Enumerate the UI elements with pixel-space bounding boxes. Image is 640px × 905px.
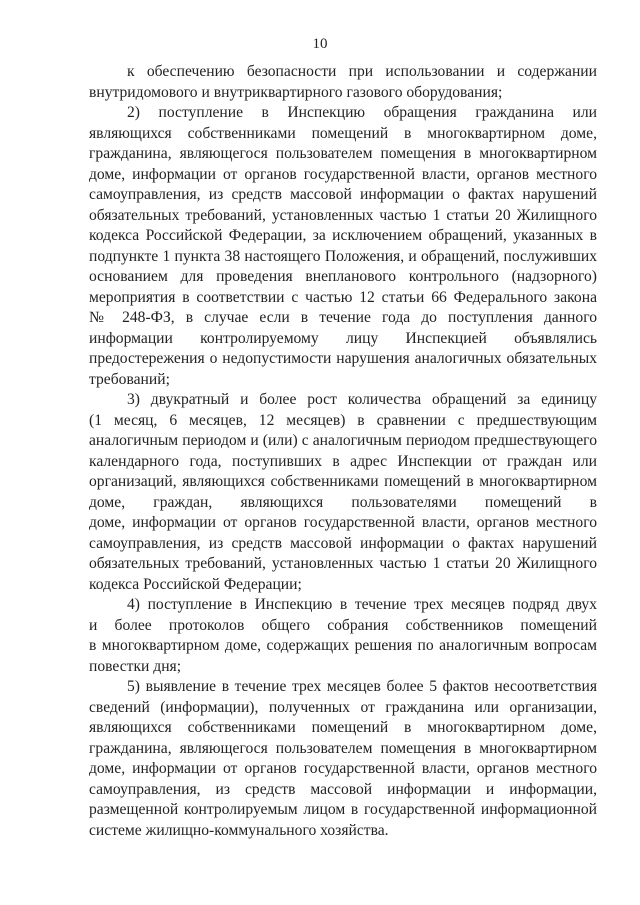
text-line: доме, информации от органов государственной власти, органов местного <box>89 165 597 183</box>
text-line: мероприятия в соответствии с частью 12 статьи 66 Федерального закона <box>89 288 597 306</box>
text-line: и более протоколов общего собрания собственников помещений <box>89 616 597 634</box>
text-line: доме, граждан, являющихся пользователями помещений в <box>89 493 597 511</box>
text-line: 5) выявление в течение трех месяцев более 5 фактов несоответствия <box>127 678 597 695</box>
text-line: предостережения о недопустимости нарушения аналогичных обязательных <box>89 350 597 367</box>
page-number: 10 <box>312 36 328 52</box>
text-line: системе жилищно-коммунального хозяйства. <box>89 821 389 839</box>
document-body <box>89 62 597 841</box>
text-line: в многоквартирном доме, содержащих решения по аналогичным вопросам <box>89 637 597 654</box>
text-line: кодекса Российской Федерации, за исключением обращений, указанных в <box>89 227 597 244</box>
text-line: требований; <box>89 370 170 388</box>
text-line: подпункте 1 пункта 38 настоящего Положения, и обращений, послуживших <box>89 247 597 265</box>
text-line: самоуправления, из средств массовой информации и информации, <box>89 780 597 798</box>
text-line: 2) поступление в Инспекцию обращения гражданина или <box>127 104 597 121</box>
text-line: основанием для проведения внепланового контрольного (надзорного) <box>89 268 597 285</box>
text-line: организаций, являющихся собственниками помещений в многоквартирном <box>89 473 597 490</box>
text-line: самоуправления, из средств массовой информации о фактах нарушений <box>89 534 597 552</box>
text-line: к обеспечению безопасности при использовании и содержании <box>127 63 597 80</box>
text-line: 3) двукратный и более рост количества обращений за единицу <box>127 391 597 408</box>
text-line: информации контролируемому лицу Инспекцией объявлялись <box>89 329 597 347</box>
text-line: 4) поступление в Инспекцию в течение трех месяцев подряд двух <box>127 596 597 613</box>
text-line: являющихся собственниками помещений в многоквартирном доме, <box>89 719 597 736</box>
text-line: гражданина, являющегося пользователем помещения в многоквартирном <box>89 739 597 757</box>
text-line: обязательных требований, установленных частью 1 статьи 20 Жилищного <box>89 555 597 572</box>
text-line: гражданина, являющегося пользователем помещения в многоквартирном <box>89 145 597 162</box>
text-line: внутридомового и внутриквартирного газового оборудования; <box>89 83 503 101</box>
text-line: являющихся собственниками помещений в многоквартирном доме, <box>89 124 597 142</box>
text-line: повестки дня; <box>89 657 182 675</box>
text-line: календарного года, поступивших в адрес Инспекции от граждан или <box>89 452 597 470</box>
text-line: размещенной контролируемым лицом в государственной информационной <box>89 801 597 818</box>
text-line: самоуправления, из средств массовой информации о фактах нарушений <box>89 186 597 203</box>
text-line: № 248-ФЗ, в случае если в течение года до поступления данного <box>89 309 597 326</box>
text-line: аналогичным периодом и (или) с аналогичным периодом предшествующего <box>89 432 597 449</box>
text-line: доме, информации от органов государственной власти, органов местного <box>89 514 597 531</box>
text-line: сведений (информации), полученных от гражданина или организации, <box>89 698 597 716</box>
text-line: обязательных требований, установленных частью 1 статьи 20 Жилищного <box>89 206 597 224</box>
text-line: (1 месяц, 6 месяцев, 12 месяцев) в сравнении с предшествующим <box>89 411 597 429</box>
text-line: кодекса Российской Федерации; <box>89 575 302 593</box>
text-line: доме, информации от органов государственной власти, органов местного <box>89 760 597 777</box>
